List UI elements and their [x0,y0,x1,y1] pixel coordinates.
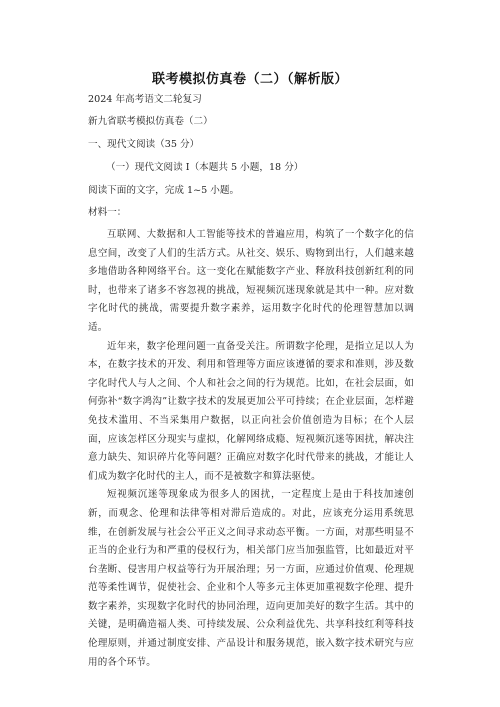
instruction-line: 阅读下面的文字，完成 1~5 小题。 [88,185,240,196]
paragraph: 互联网、大数据和人工智能等技术的普遍应用，构筑了一个数字化的信息空间，改变了人们的生活方式。从社交、娱乐、购物到出行，人们越来越多地借助各种网络平台。这一变化在赋能数字产业、释放科技创新红利的同时，也带来了诸多不容忽视的挑战，短视频沉迷现象就是其中一种。应对数字化时代的挑战，需要提升数字素养，运用数字化时代的伦理智慧加以调适。 [88,229,414,333]
paragraph: 短视频沉迷等现象成为很多人的困扰，一定程度上是由于科技加速创新，而观念、伦理和法律等相对滞后造成的。对此，应该充分运用系统思维，在创新发展与社会公平正义之间寻求动态平衡。一方面，对那些明显不正当的企业行为和严重的侵权行为，相关部门应当加强监管，比如最近对平台垄断、侵害用户权益等行为开展治理；另一方面，应通过价值观、伦理规范等柔性调节，促使社会、企业和个人等多元主体更加重视数字伦理、提升数字素养，实现数字化时代的协同治理，迈向更加美好的数字生活。其中的关键，是明确造福人类、可持续发展、公众利益优先、共享科技红利等科技伦理原则，并通过制度安排、产品设计和服务规范，嵌入数字技术研究与应用的各个环节。 [88,489,414,668]
section-heading: 一、现代文阅读（35 分） [88,139,200,150]
exam-name-line: 新九省联考模拟仿真卷（二） [88,116,213,127]
material-label: 材料一： [88,207,127,218]
subsection-heading: （一）现代文阅读 I（本题共 5 小题，18 分） [106,162,304,173]
review-line: 2024 年高考语文二轮复习 [88,94,202,105]
article-body [88,226,414,672]
document-title: 联考模拟仿真卷（二）（解析版） [151,72,348,87]
paragraph: 近年来，数字伦理问题一直备受关注。所谓数字伦理，是指立足以人为本，在数字技术的开发、利用和管理等方面应该遵循的要求和准则，涉及数字化时代人与人之间、个人和社会之间的行为规范。比如，在社会层面，如何弥补“数字鸿沟”让数字技术的发展更加公平可持续；在企业层面，怎样避免技术滥用、不当采集用户数据，以正向社会价值创造为目标；在个人层面，应该怎样区分现实与虚拟，化解网络成瘾、短视频沉迷等困扰，解决注意力缺失、知识碎片化等问题？正确应对数字化时代带来的挑战，才能让人们成为数字化时代的主人，而不是被数字和算法驱使。 [88,340,414,482]
